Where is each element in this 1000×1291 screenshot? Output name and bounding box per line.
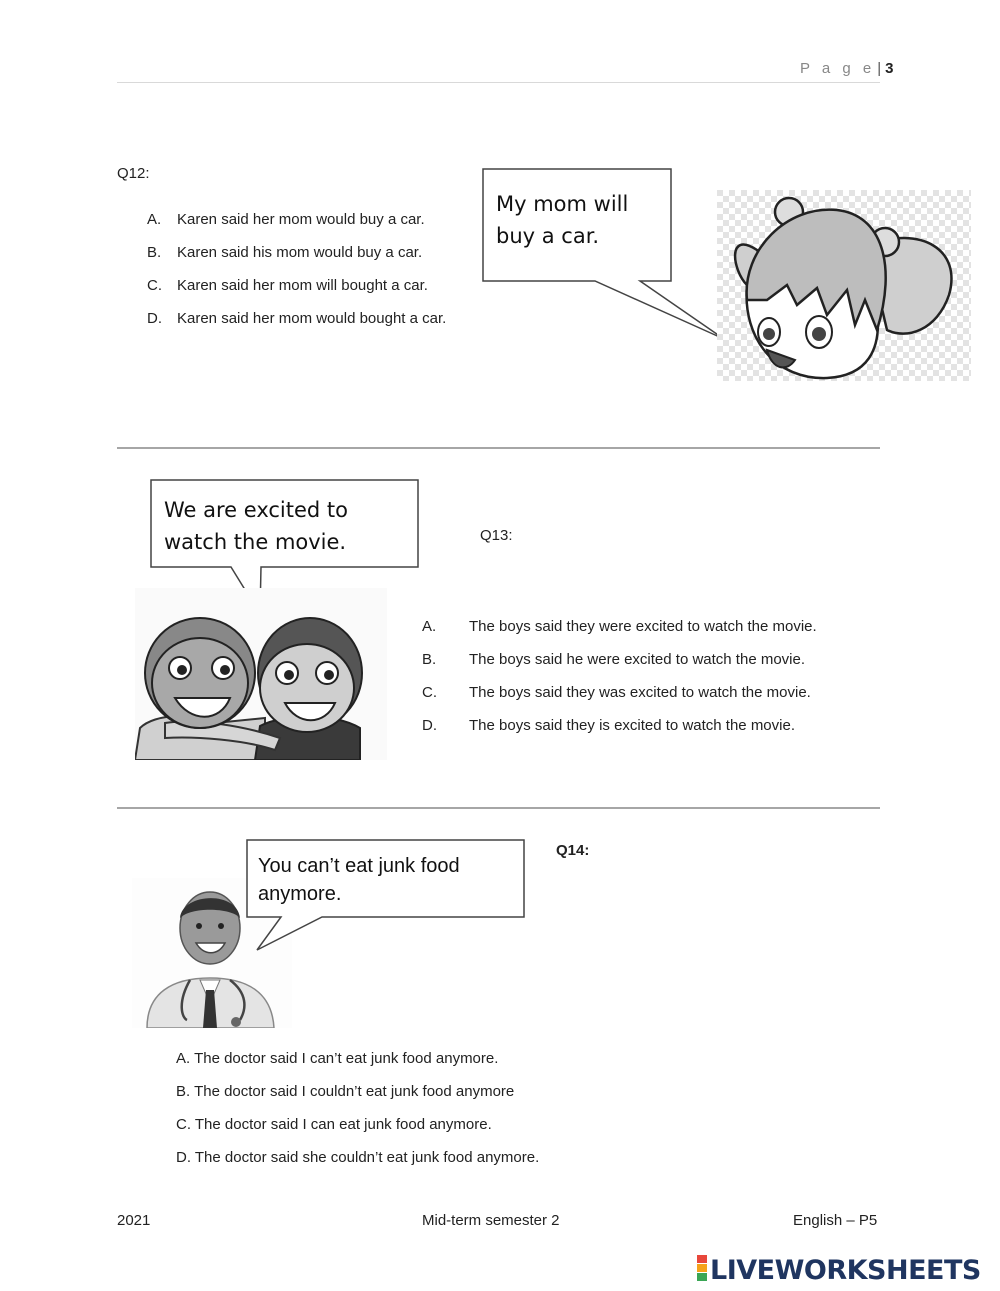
section-divider-2 <box>117 807 880 809</box>
liveworksheets-logo[interactable] <box>697 1255 981 1286</box>
q13-option-d[interactable]: D. The boys said they is excited to watch the movie. <box>422 717 795 734</box>
q14-label: Q14: <box>556 842 590 859</box>
q12-speech-text: My mom will buy a car. <box>496 192 629 248</box>
q12-options <box>147 211 446 343</box>
q12-option-a[interactable]: A. Karen said her mom would buy a car. <box>147 211 425 228</box>
q13-option-a[interactable]: A. The boys said they were excited to watch the movie. <box>422 618 817 635</box>
q13-option-c[interactable]: C. The boys said they was excited to watch the movie. <box>422 684 811 701</box>
q14-option-b[interactable]: B. The doctor said I couldn’t eat junk food anymore <box>176 1083 515 1100</box>
footer-year: 2021 <box>117 1212 151 1229</box>
q13-option-b[interactable]: B. The boys said he were excited to watch the movie. <box>422 651 806 668</box>
q12-option-b[interactable]: B. Karen said his mom would buy a car. <box>147 244 423 261</box>
q13-options <box>422 618 817 750</box>
page-number: P a g e | 3 <box>800 60 894 77</box>
page-number-value: 3 <box>885 60 894 77</box>
q14-option-a[interactable]: A. The doctor said I can’t eat junk food anymore. <box>176 1050 499 1067</box>
boys-illustration <box>135 588 387 760</box>
q12-label: Q12: <box>117 165 150 182</box>
page-label: P a g e <box>800 60 876 77</box>
section-divider-1 <box>117 447 880 449</box>
girl-illustration <box>717 190 971 381</box>
footer-exam: Mid-term semester 2 <box>422 1212 560 1229</box>
logo-blocks-icon <box>697 1255 707 1282</box>
q14-option-d[interactable]: D. The doctor said she couldn’t eat junk food anymore. <box>176 1149 540 1166</box>
footer-subject: English – P5 <box>793 1212 878 1229</box>
q12-option-c[interactable]: C. Karen said her mom will bought a car. <box>147 277 428 294</box>
q13-label: Q13: <box>480 527 513 544</box>
q13-speech-text: We are excited to watch the movie. <box>164 498 348 554</box>
q12-option-d[interactable]: D. Karen said her mom would bought a car. <box>147 310 447 327</box>
q14-option-c[interactable]: C. The doctor said I can eat junk food anymore. <box>176 1116 492 1133</box>
logo-text: LIVEWORKSHEETS <box>710 1255 981 1286</box>
header-divider <box>117 82 880 83</box>
q14-speech-text: You can’t eat junk food anymore. <box>258 855 460 905</box>
q14-options <box>176 1050 539 1182</box>
